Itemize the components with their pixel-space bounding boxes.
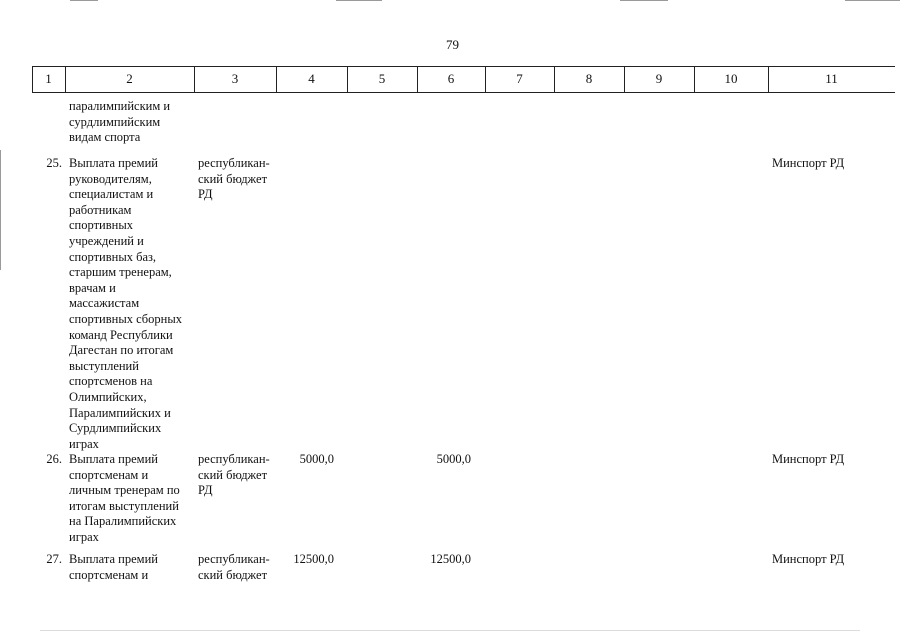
column-header-5: 5 (378, 71, 386, 86)
page-number: 79 (446, 37, 459, 52)
column-header-1: 1 (45, 71, 52, 86)
row-27-executor: Минспорт РД (772, 552, 845, 566)
scan-artifact (845, 0, 900, 1)
row-26-col6-value: 5000,0 (436, 452, 471, 466)
row-25-description: Выплата премий руководителям, специалистам и работникам спортивных учреждений и спортивных баз, старшим тренерам, врачам и массажистам спортивных сборных команд Республики Дагестан по итогам выступлений спортсменов на Олимпийских, Паралимпийских и Сурдлимпийских играх (69, 156, 182, 451)
row-26-description: Выплата премий спортсменам и личным тренерам по итогам выступлений на Паралимпийских играх (69, 452, 180, 544)
column-header-11: 11 (825, 71, 838, 86)
column-header-10: 10 (724, 71, 738, 86)
scan-artifact (70, 0, 98, 1)
column-header-7: 7 (516, 71, 523, 86)
row-27-funding-source: республикан- ский бюджет (198, 552, 270, 582)
row-25-executor: Минспорт РД (772, 156, 845, 170)
column-header-6: 6 (447, 71, 455, 86)
column-header-9: 9 (655, 71, 663, 86)
column-header-2: 2 (126, 71, 133, 86)
column-header-8: 8 (585, 71, 593, 86)
row-25-number: 25. (46, 156, 62, 170)
table-header-bottom-border (32, 92, 895, 93)
scan-artifact (0, 150, 1, 270)
row-27-col6-value: 12500,0 (430, 552, 471, 566)
row-25-funding-source: республикан- ский бюджет РД (198, 156, 270, 202)
row-26-col4-value: 5000,0 (299, 452, 334, 466)
row-27-description: Выплата премий спортсменам и (69, 552, 158, 582)
column-header-3: 3 (231, 71, 239, 86)
row-continuation-description: паралимпийским и сурдлимпийским видам спорта (69, 99, 171, 145)
row-26-executor: Минспорт РД (772, 452, 845, 466)
scan-artifact (620, 0, 668, 1)
scan-artifact (40, 630, 860, 631)
scan-artifact (336, 0, 382, 1)
table-top-border (32, 66, 895, 67)
row-26-funding-source: республикан- ский бюджет РД (198, 452, 270, 498)
row-27-number: 27. (46, 552, 62, 566)
column-header-4: 4 (308, 71, 315, 86)
row-26-number: 26. (46, 452, 62, 466)
row-27-col4-value: 12500,0 (293, 552, 334, 566)
